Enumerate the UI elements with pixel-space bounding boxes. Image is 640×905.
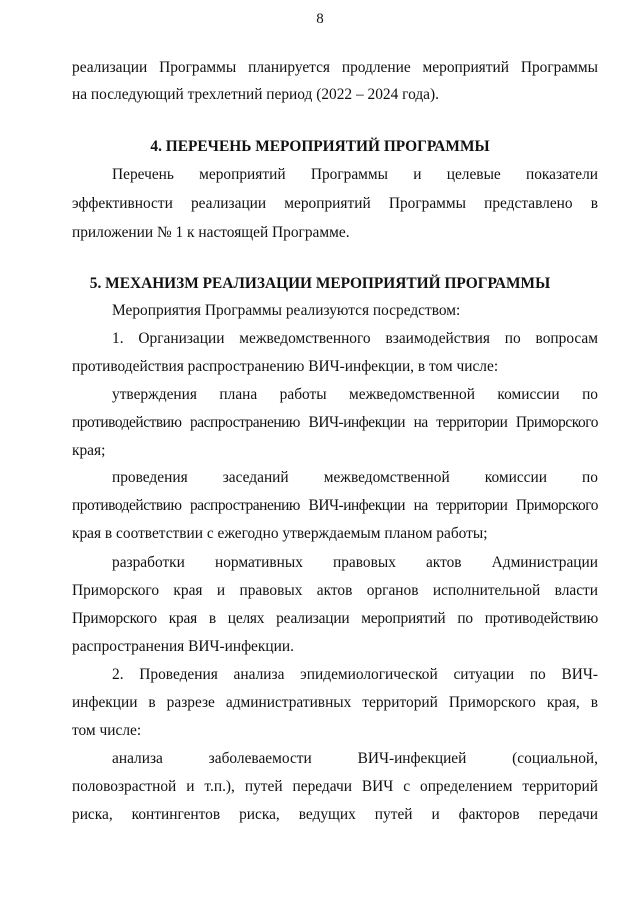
paragraph-line: противодействию распространению ВИЧ-инфекции на территории Приморского <box>72 414 598 431</box>
paragraph-line: края в соответствии с ежегодно утверждаемым планом работы; <box>72 525 488 542</box>
paragraph-line: том числе: <box>72 722 142 739</box>
paragraph-line: распространения ВИЧ-инфекции. <box>72 638 294 655</box>
paragraph-line: противодействию распространению ВИЧ-инфекции на территории Приморского <box>72 497 598 514</box>
section-heading: 5. МЕХАНИЗМ РЕАЛИЗАЦИИ МЕРОПРИЯТИЙ ПРОГРАММЫ <box>89 275 551 292</box>
paragraph-line: риска, контингентов риска, ведущих путей и факторов передачи <box>72 806 598 823</box>
paragraph-line: половозрастной и т.п.), путей передачи ВИЧ с определением территорий <box>72 778 598 795</box>
paragraph-line: анализа заболеваемости ВИЧ-инфекцией (социальной, <box>112 750 598 767</box>
paragraph-line: реализации Программы планируется продление мероприятий Программы <box>72 59 598 76</box>
paragraph-line: Перечень мероприятий Программы и целевые показатели <box>112 166 598 183</box>
paragraph-line: Мероприятия Программы реализуются посредством: <box>112 302 461 319</box>
paragraph-line: разработки нормативных правовых актов Администрации <box>112 554 598 571</box>
paragraph-line: края; <box>72 442 106 459</box>
paragraph-line: на последующий трехлетний период (2022 – 2024 года). <box>72 86 439 103</box>
paragraph-line: противодействия распространению ВИЧ-инфекции, в том числе: <box>72 358 499 375</box>
paragraph-line: 1. Организации межведомственного взаимодействия по вопросам <box>112 330 598 347</box>
paragraph-line: утверждения плана работы межведомственной комиссии по <box>112 386 598 403</box>
paragraph-line: Приморского края и правовых актов органов исполнительной власти <box>72 582 598 599</box>
page-number: 8 <box>316 11 324 27</box>
section-heading: 4. ПЕРЕЧЕНЬ МЕРОПРИЯТИЙ ПРОГРАММЫ <box>150 138 490 155</box>
paragraph-line: Приморского края в целях реализации мероприятий по противодействию <box>72 610 598 627</box>
paragraph-line: проведения заседаний межведомственной комиссии по <box>112 469 598 486</box>
paragraph-line: инфекции в разрезе административных территорий Приморского края, в <box>72 694 598 711</box>
paragraph-line: 2. Проведения анализа эпидемиологической ситуации по ВИЧ- <box>112 666 598 683</box>
paragraph-line: приложении № 1 к настоящей Программе. <box>72 224 350 241</box>
paragraph-line: эффективности реализации мероприятий Программы представлено в <box>72 195 598 212</box>
